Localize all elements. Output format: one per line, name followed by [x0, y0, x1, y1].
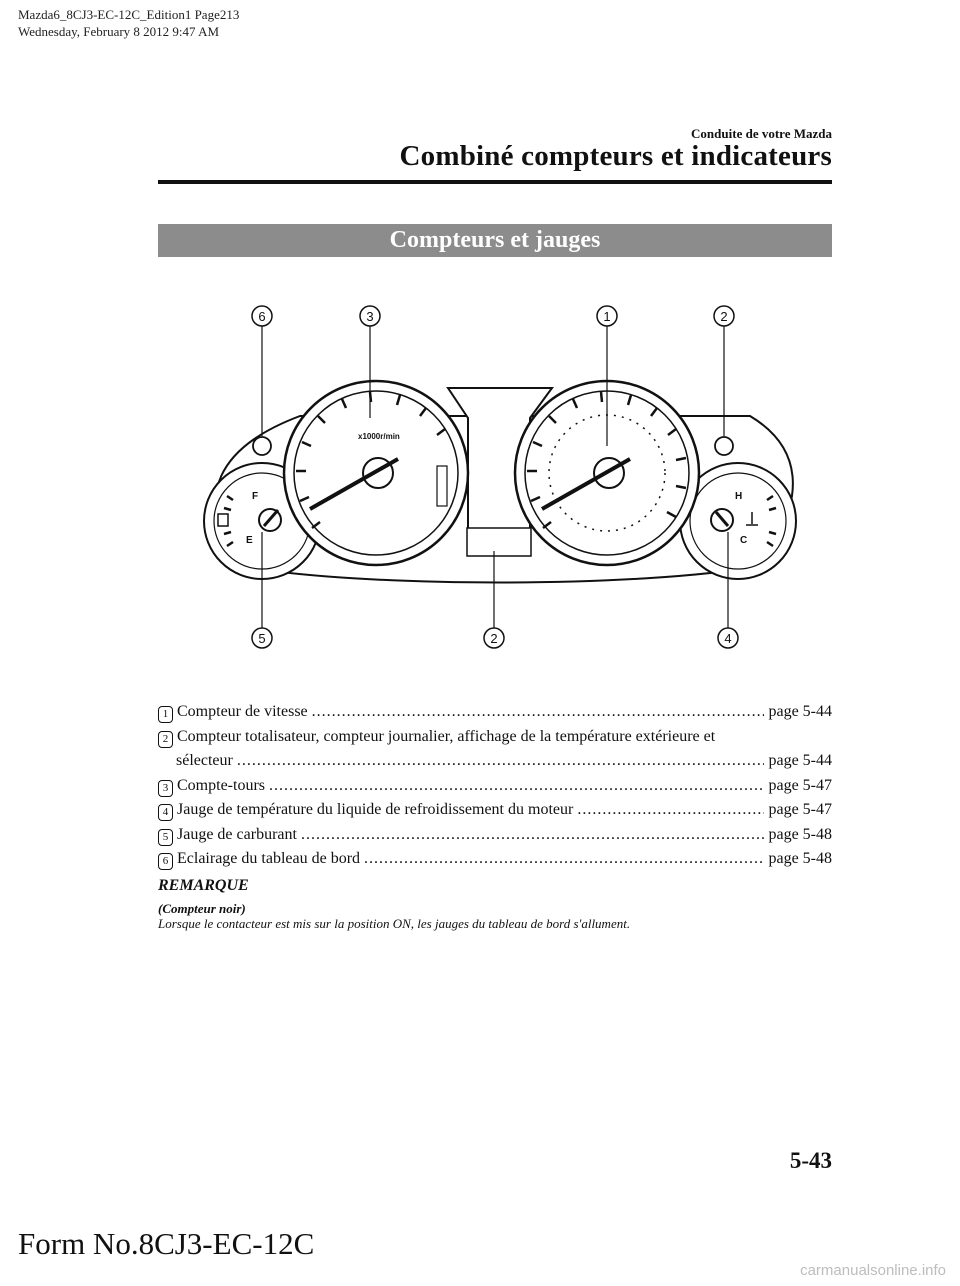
item-text: Compteur de vitesse	[177, 703, 308, 720]
callout-4-bottom	[718, 628, 738, 648]
note-body: Lorsque le contacteur est mis sur la position ON, les jauges du tableau de bord s'allument.	[158, 916, 631, 931]
page-reference: page 5-44	[768, 752, 832, 769]
svg-text:1: 1	[603, 309, 611, 324]
item-text: Jauge de température du liquide de refroidissement du moteur	[177, 801, 574, 818]
leader-dots	[269, 774, 764, 799]
brightness-knob	[253, 437, 271, 455]
temp-hot-label: H	[735, 491, 743, 502]
item-number: 5	[158, 829, 173, 846]
item-number: 3	[158, 780, 173, 797]
tachometer	[284, 381, 468, 565]
item-number: 6	[158, 853, 173, 870]
fuel-full-label: F	[252, 491, 259, 502]
section-subtitle: Conduite de votre Mazda	[691, 126, 832, 141]
header-rule	[158, 180, 832, 184]
svg-text:5: 5	[258, 631, 266, 646]
svg-text:3: 3	[366, 309, 374, 324]
watermark: carmanualsonline.info	[800, 1262, 946, 1279]
page-reference: page 5-48	[768, 825, 832, 843]
component-list	[158, 700, 832, 872]
list-item	[158, 774, 832, 799]
tach-unit-label: x1000r/min	[358, 432, 400, 441]
callout-5-bottom	[252, 628, 272, 648]
temp-cold-label: C	[740, 535, 748, 546]
svg-text:6: 6	[258, 309, 266, 324]
print-header	[18, 6, 239, 40]
print-header-date: Wednesday, February 8 2012 9:47 AM	[18, 24, 220, 39]
section-title: Combiné compteurs et indicateurs	[399, 140, 832, 172]
odometer-display	[467, 528, 531, 556]
item-text: Jauge de carburant	[177, 825, 297, 843]
fuel-empty-label: E	[246, 535, 253, 546]
list-item	[158, 798, 832, 823]
leader-dots	[312, 700, 765, 725]
svg-text:2: 2	[490, 631, 498, 646]
page-reference: page 5-47	[768, 801, 832, 818]
callout-1-top	[597, 306, 617, 326]
page-reference: page 5-48	[768, 850, 832, 867]
page-reference: page 5-47	[768, 776, 832, 794]
item-text: Eclairage du tableau de bord	[177, 850, 361, 867]
note-heading: REMARQUE	[158, 877, 249, 894]
item-number: 1	[158, 706, 173, 723]
note-subheading: (Compteur noir)	[158, 901, 246, 916]
leader-dots	[237, 749, 765, 774]
leader-dots	[301, 823, 765, 848]
page-title-banner: Compteurs et jauges	[158, 224, 832, 257]
list-item	[158, 725, 832, 774]
item-text: Compteur totalisateur, compteur journalier, affichage de la température extérieure et	[177, 727, 716, 745]
list-item	[158, 847, 832, 872]
item-text: Compte-tours	[177, 776, 265, 794]
list-item	[158, 823, 832, 848]
callout-2-top	[714, 306, 734, 326]
form-number: Form No.8CJ3-EC-12C	[18, 1226, 315, 1261]
item-number: 4	[158, 804, 173, 821]
trip-selector-knob	[715, 437, 733, 455]
callout-3-top	[360, 306, 380, 326]
callout-6-top	[252, 306, 272, 326]
print-header-file: Mazda6_8CJ3-EC-12C_Edition1 Page213	[18, 7, 240, 22]
leader-dots	[577, 798, 764, 823]
item-number: 2	[158, 731, 173, 748]
callout-2-bottom	[484, 628, 504, 648]
leader-dots	[364, 847, 764, 872]
svg-text:2: 2	[720, 309, 728, 324]
instrument-cluster-figure	[200, 296, 800, 656]
item-text-continuation: sélecteur	[176, 752, 233, 769]
list-item	[158, 700, 832, 725]
svg-text:4: 4	[724, 631, 732, 646]
page-reference: page 5-44	[768, 703, 832, 720]
page-number: 5-43	[789, 1148, 832, 1173]
